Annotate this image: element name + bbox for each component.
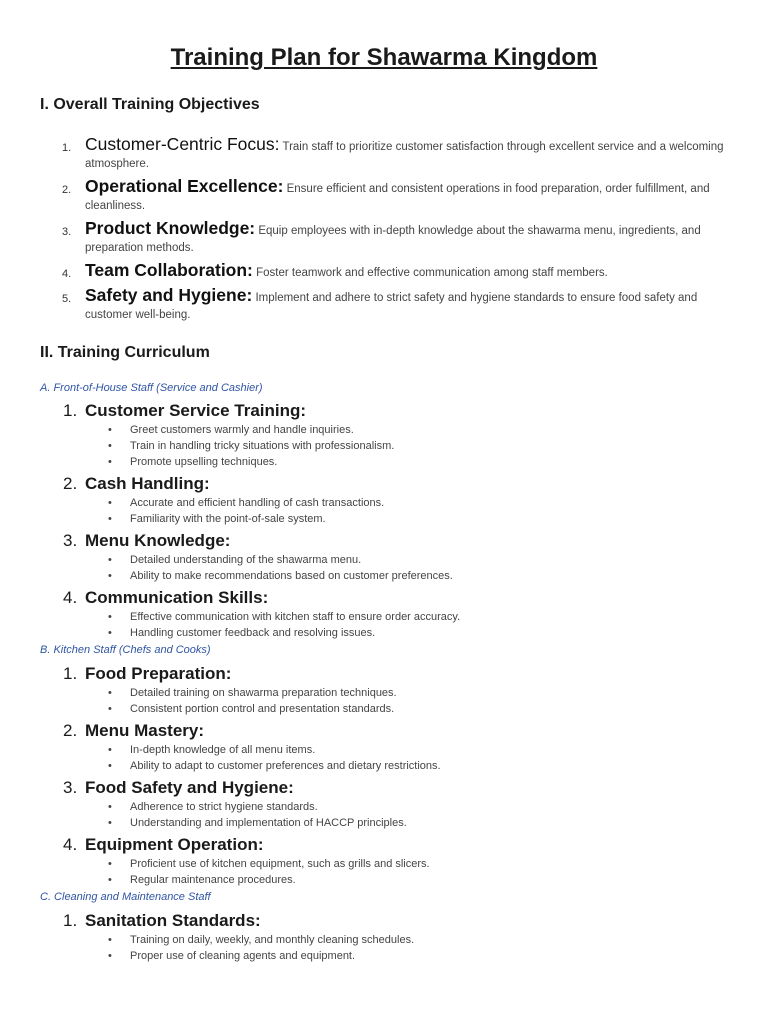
bullet-dot-icon: • [108,456,112,469]
objective-lead: Operational Excellence: [85,176,284,196]
objective-item [40,287,730,324]
bullet-text: Handling customer feedback and resolving issues. [130,627,376,640]
bullet-item [108,799,743,815]
objective-item [40,178,730,215]
item-number: 3. [63,531,78,550]
bullet-dot-icon: • [108,513,112,526]
item-title-text: Menu Knowledge: [85,531,231,550]
bullet-list [63,685,743,717]
item-number: 2. [63,721,78,740]
objective-text: Equip employees with in-depth knowledge about the shawarma menu, ingredients, and preparation methods. [85,225,701,254]
document-title: Training Plan for Shawarma Kingdom [170,44,598,71]
bullet-list [63,932,743,964]
curriculum-item [63,663,743,717]
objective-text: Implement and adhere to strict safety and hygiene standards to ensure food safety and customer well-being. [85,292,698,321]
bullet-item [108,815,743,831]
bullet-dot-icon: • [108,874,112,887]
objective-number: 4. [62,268,72,280]
curriculum-item-title [63,530,743,552]
item-number: 1. [63,401,78,420]
curriculum-item-title [63,777,743,799]
bullet-dot-icon: • [108,611,112,623]
bullet-text: Adherence to strict hygiene standards. [130,801,318,813]
bullet-text: Promote upselling techniques. [130,456,278,469]
bullet-text: Familiarity with the point-of-sale system. [130,513,326,526]
curriculum-item-title [63,663,743,685]
bullet-dot-icon: • [108,760,112,773]
curriculum-item [63,777,743,831]
bullet-item [108,701,743,717]
bullet-item [108,422,743,438]
bullet-dot-icon: • [108,744,112,756]
bullet-text: Training on daily, weekly, and monthly cleaning schedules. [130,934,415,946]
subsection-front-of-house: A. Front-of-House Staff (Service and Cashier) [40,382,263,394]
bullet-text: Regular maintenance procedures. [130,874,296,887]
bullet-item [108,568,743,584]
bullet-list [63,422,743,471]
objective-lead: Product Knowledge: [85,218,256,238]
item-title-text: Food Safety and Hygiene: [85,778,294,797]
bullet-text: Detailed understanding of the shawarma menu. [130,554,362,566]
item-number: 3. [63,778,78,797]
item-title-text: Food Preparation: [85,664,232,683]
section-heading-curriculum: II. Training Curriculum [40,344,210,361]
bullet-dot-icon: • [108,817,112,830]
bullet-item [108,932,743,948]
bullet-dot-icon: • [108,424,112,436]
objectives-list [40,136,730,329]
bullet-text: Effective communication with kitchen staff to ensure order accuracy. [130,611,461,623]
objective-item [40,220,730,257]
curriculum-item-title [63,587,743,609]
bullet-item [108,625,743,641]
curriculum-item-title [63,400,743,422]
objective-number: 3. [62,226,72,238]
bullet-item [108,685,743,701]
bullet-dot-icon: • [108,858,112,870]
objective-text: Train staff to prioritize customer satisfaction through excellent service and a welcoming atmosphere. [85,141,724,170]
item-number: 1. [63,664,78,683]
curriculum-item [63,473,743,527]
bullet-text: Proficient use of kitchen equipment, such as grills and slicers. [130,858,430,870]
objective-lead: Customer-Centric Focus: [85,134,280,154]
bullet-text: Understanding and implementation of HACCP principles. [130,817,407,830]
bullet-text: Ability to make recommendations based on customer preferences. [130,570,453,583]
bullet-dot-icon: • [108,801,112,813]
bullet-item [108,552,743,568]
item-number: 4. [63,588,78,607]
bullet-item [108,454,743,470]
objective-lead: Safety and Hygiene: [85,285,253,305]
bullet-dot-icon: • [108,570,112,583]
curriculum-item-title [63,473,743,495]
curriculum-item [63,834,743,888]
bullet-item [108,742,743,758]
section-heading-objectives: I. Overall Training Objectives [40,96,260,113]
bullet-dot-icon: • [108,687,112,699]
objective-text: Foster teamwork and effective communication among staff members. [252,267,608,279]
subsection-cleaning-staff: C. Cleaning and Maintenance Staff [40,891,211,903]
item-title-text: Customer Service Training: [85,401,307,420]
curriculum-item [63,530,743,584]
bullet-dot-icon: • [108,627,112,640]
objective-item [40,262,730,282]
subsection-kitchen-staff: B. Kitchen Staff (Chefs and Cooks) [40,644,211,656]
bullet-dot-icon: • [108,554,112,566]
bullet-item [108,438,743,454]
item-title-text: Sanitation Standards: [85,911,261,930]
objective-number: 5. [62,293,72,305]
bullet-item [108,872,743,888]
objective-number: 2. [62,184,72,196]
bullet-item [108,609,743,625]
bullet-text: Detailed training on shawarma preparation techniques. [130,687,397,699]
curriculum-item [63,910,743,964]
bullet-list [63,799,743,831]
objective-lead: Team Collaboration: [85,260,253,280]
item-number: 1. [63,911,78,930]
bullet-text: Train in handling tricky situations with professionalism. [130,440,395,453]
bullet-item [108,856,743,872]
item-title-text: Communication Skills: [85,588,269,607]
bullet-item [108,511,743,527]
bullet-dot-icon: • [108,497,112,509]
bullet-item [108,495,743,511]
bullet-list [63,552,743,584]
item-title-text: Menu Mastery: [85,721,205,740]
bullet-text: Consistent portion control and presentation standards. [130,703,395,716]
objective-text: Ensure efficient and consistent operations in food preparation, order fulfillment, and cleanliness. [85,183,710,212]
item-number: 2. [63,474,78,493]
curriculum-item [63,400,743,471]
bullet-text: Accurate and efficient handling of cash transactions. [130,497,385,509]
bullet-dot-icon: • [108,950,112,963]
bullet-dot-icon: • [108,934,112,946]
curriculum-item-title [63,720,743,742]
curriculum-item [63,587,743,641]
bullet-item [108,758,743,774]
bullet-list [63,856,743,888]
item-title-text: Equipment Operation: [85,835,264,854]
bullet-list [63,609,743,641]
bullet-list [63,495,743,527]
curriculum-item [63,720,743,774]
bullet-dot-icon: • [108,440,112,453]
bullet-list [63,742,743,774]
bullet-text: Proper use of cleaning agents and equipment. [130,950,356,963]
curriculum-item-title [63,910,743,932]
bullet-text: Ability to adapt to customer preferences and dietary restrictions. [130,760,441,773]
objective-item [40,136,730,173]
item-title-text: Cash Handling: [85,474,210,493]
bullet-text: In-depth knowledge of all menu items. [130,744,316,756]
bullet-dot-icon: • [108,703,112,716]
objective-number: 1. [62,142,72,154]
item-number: 4. [63,835,78,854]
bullet-text: Greet customers warmly and handle inquiries. [130,424,354,436]
curriculum-item-title [63,834,743,856]
bullet-item [108,948,743,964]
